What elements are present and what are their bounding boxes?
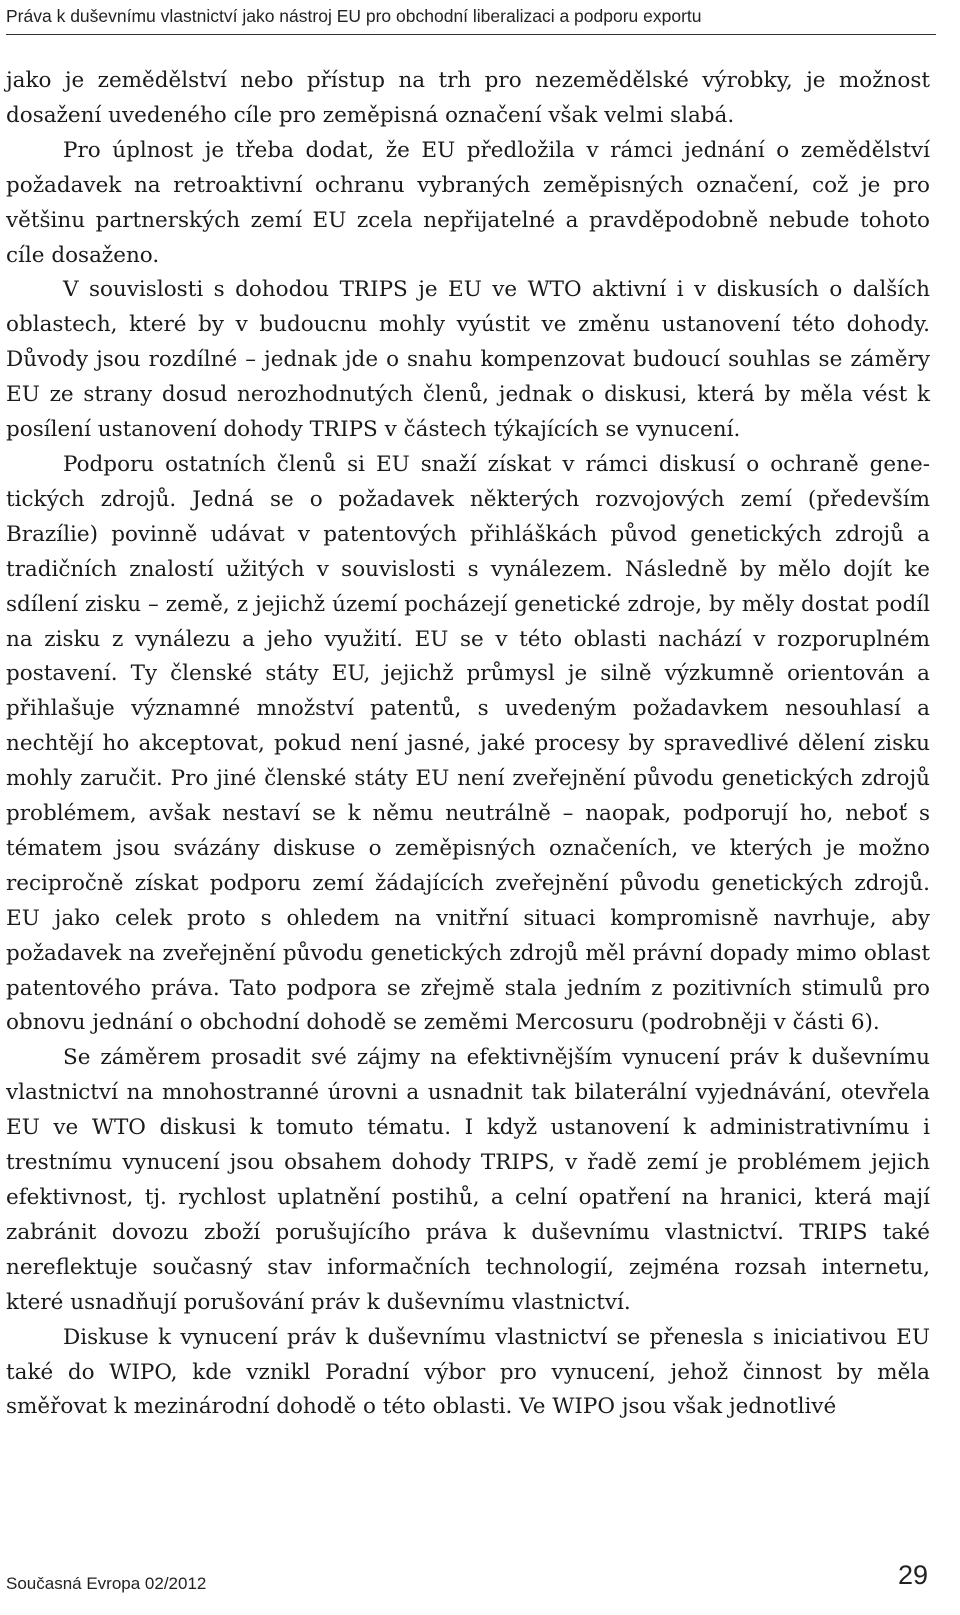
paragraph: V souvislosti s dohodou TRIPS je EU ve WTO aktivní i v diskusích o dalších oblastech, které by v budoucnu mohly vyústit ve změnu ustanovení této dohody. Důvody jsou rozdílné – jednak jde o snahu kompenzovat budoucí souhlas se záměry EU ze strany dosud nerozhodnutých členů, jednak o diskusi, která by měla vést k posílení ustanovení dohody TRIPS v částech týkajících se vynucení. xyxy=(6,277,930,443)
header-rule xyxy=(6,34,936,35)
paragraph: Pro úplnost je třeba dodat, že EU předložila v rámci jednání o zemědělství požadavek na retroaktivní ochranu vybraných zeměpisných označení, což je pro většinu partnerských zemí EU zcela nepřijatelné a pravděpodobně nebude tohoto cíle dosaženo. xyxy=(6,137,930,268)
body-text xyxy=(6,64,930,1425)
page-number: 29 xyxy=(897,1560,928,1590)
paragraph: Diskuse k vynucení práv k duševnímu vlastnictví se přenesla s iniciativou EU také do WIPO, kde vznikl Poradní výbor pro vynucení, jehož činnost by měla směřovat k mezinárodní dohodě o této oblasti. Ve WIPO jsou však jednotlivé xyxy=(6,1324,930,1420)
paragraph: jako je zemědělství nebo přístup na trh pro nezemědělské výrobky, je možnost dosažení uvedeného cíle pro zeměpisná označení však velmi slabá. xyxy=(6,68,930,128)
paragraph: Se záměrem prosadit své zájmy na efektivnějším vynucení práv k duševnímu vlastnictví na mnohostranné úrovni a usnadnit tak bilaterální vyjednávání, otevřela EU ve WTO diskusi k tomuto tématu. I když ustanovení k administrativnímu i trestnímu vynucení jsou obsahem dohody TRIPS, v řadě zemí je problémem jejich efektivnost, tj. rychlost uplatnění postihů, a celní opatření na hranici, která mají zabránit dovozu zboží porušujícího práva k duševnímu vlastnictví. TRIPS také nereflektuje současný stav informačních technologií, zejména rozsah internetu, které usnadňují porušování práv k duševnímu vlastnictví. xyxy=(6,1045,930,1315)
paragraph: Podporu ostatních členů si EU snaží získat v rámci diskusí o ochraně genetických zdrojů. Jedná se o požadavek některých rozvojových zemí (především Brazílie) povinně udávat v patentových přihláškách původ genetických zdrojů a tradičních znalostí užitých v souvislosti s vynálezem. Následně by mělo dojít ke sdílení zisku – země, z jejichž území pocházejí genetické zdroje, by měly dostat podíl na zisku z vynálezu a jeho využití. EU se v této oblasti nachází v rozporuplném postavení. Ty členské státy EU, jejichž průmysl je silně výzkumně orientován a přihlašuje významné množství patentů, s uvedeným požadavkem nesouhlasí a nechtějí ho akceptovat, pokud není jasné, jaké procesy by spravedlivé dělení zisku mohly zaručit. Pro jiné členské státy EU není zveřejnění původu genetických zdrojů problémem, avšak nestaví se k němu neutrálně – naopak, podporují ho, neboť s tématem jsou svázány diskuse o zeměpisných označeních, ve kterých je možno recipročně získat podporu zemí žádajících zveřejnění původu genetických zdrojů. EU jako celek proto s ohledem na vnitřní situaci kompromisně navrhuje, aby požadavek na zveřejnění původu genetických zdrojů měl právní dopady mimo oblast patentového práva. Tato podpora se zřejmě stala jedním z pozitivních stimulů pro obnovu jednání o obchodní dohodě se zeměmi Mercosuru (podrobněji v části 6). xyxy=(6,451,930,1036)
running-header: Práva k duševnímu vlastnictví jako nástroj EU pro obchodní liberalizaci a podporu exportu xyxy=(6,6,702,26)
footer-journal: Současná Evropa 02/2012 xyxy=(6,1574,207,1593)
